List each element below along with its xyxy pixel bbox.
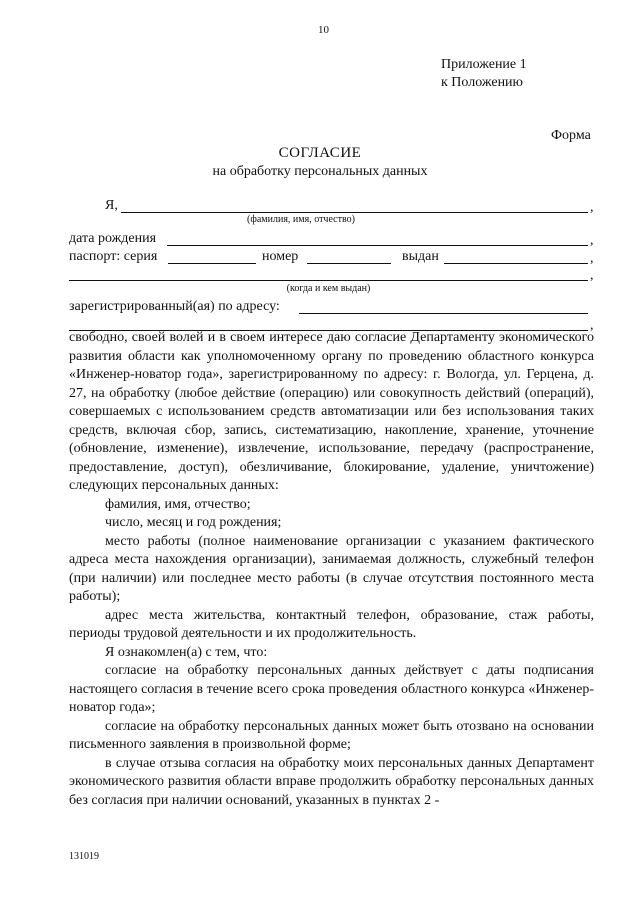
document-title: СОГЛАСИЕ	[278, 145, 362, 161]
fio-comma: ,	[590, 200, 594, 215]
passport-number-label: номер	[262, 249, 299, 264]
fio-caption: (фамилия, имя, отчество)	[247, 214, 355, 225]
issued-by-comma: ,	[590, 268, 594, 283]
page-number: 10	[318, 24, 329, 36]
term-paragraph-2: согласие на обработку персональных данных может быть отозвано на основании письменного заявления в произвольной форме;	[69, 718, 594, 752]
birth-date-field[interactable]	[167, 245, 588, 246]
address-field-line-1[interactable]	[299, 313, 588, 314]
acknowledgement-heading: Я ознакомлен(а) с тем, что:	[105, 644, 268, 660]
issued-label: выдан	[402, 249, 439, 264]
personal-data-form	[0, 0, 640, 340]
data-item-workplace: место работы (полное наименование организации с указанием фактического адреса места нахождения организации), занимаемая должность, служебный телефон (при наличии) или последнее место работы (в случае отсутствия постоянного места работы);	[69, 533, 594, 604]
issued-by-field[interactable]	[69, 280, 588, 281]
document-subtitle: на обработку персональных данных	[212, 164, 428, 179]
address-comma: ,	[590, 318, 594, 333]
ya-label: Я,	[105, 198, 118, 213]
consent-body	[69, 329, 594, 810]
issued-field[interactable]	[444, 263, 588, 264]
passport-number-field[interactable]	[307, 263, 391, 264]
appendix-line-2: к Положению	[441, 75, 524, 90]
data-item-fio: фамилия, имя, отчество;	[105, 496, 251, 512]
term-paragraph-3: в случае отзыва согласия на обработку моих персональных данных Департамент экономического развития области вправе продолжить обработку персональных данных без согласия при наличии оснований, указанных в пунктах 2 -	[69, 755, 594, 808]
fio-field[interactable]	[121, 212, 588, 213]
appendix-line-1: Приложение 1	[441, 57, 527, 72]
footer-code: 131019	[69, 851, 99, 862]
data-item-birth-date: число, месяц и год рождения;	[105, 515, 282, 530]
term-paragraph-1: согласие на обработку персональных данных действует с даты подписания настоящего согласия в течение всего срока проведения областного конкурса «Инженер-новатор года»;	[69, 663, 594, 715]
issued-caption: (когда и кем выдан)	[286, 283, 371, 294]
consent-paragraph: свободно, своей волей и в своем интересе даю согласие Департаменту экономического развития области как уполномоченному органу по проведению областного конкурса «Инженер-новатор года», зарегистрированному по адресу: г. Вологда, ул. Герцена, д. 27, на обработку (любое действие (операцию) или совокупность действий (операций), совершаемых с использованием средств автоматизации или без использования таких средств, включая сбор, запись, систематизацию, накопление, хранение, уточнение (обновление, изменение), извлечение, использование, передачу (распространение, предоставление, доступ), обезличивание, блокирование, удаление, уничтожение) следующих персональных данных:	[69, 330, 594, 493]
data-item-address: адрес места жительства, контактный телефон, образование, стаж работы, периоды трудовой деятельности и их продолжительность.	[69, 607, 594, 641]
form-label: Форма	[551, 128, 591, 143]
passport-series-field[interactable]	[168, 263, 256, 264]
registered-address-label: зарегистрированный(ая) по адресу:	[69, 299, 280, 314]
issued-comma: ,	[590, 251, 594, 266]
passport-series-label: паспорт: серия	[69, 249, 158, 264]
birth-date-label: дата рождения	[69, 231, 157, 246]
birth-date-comma: ,	[590, 233, 594, 248]
